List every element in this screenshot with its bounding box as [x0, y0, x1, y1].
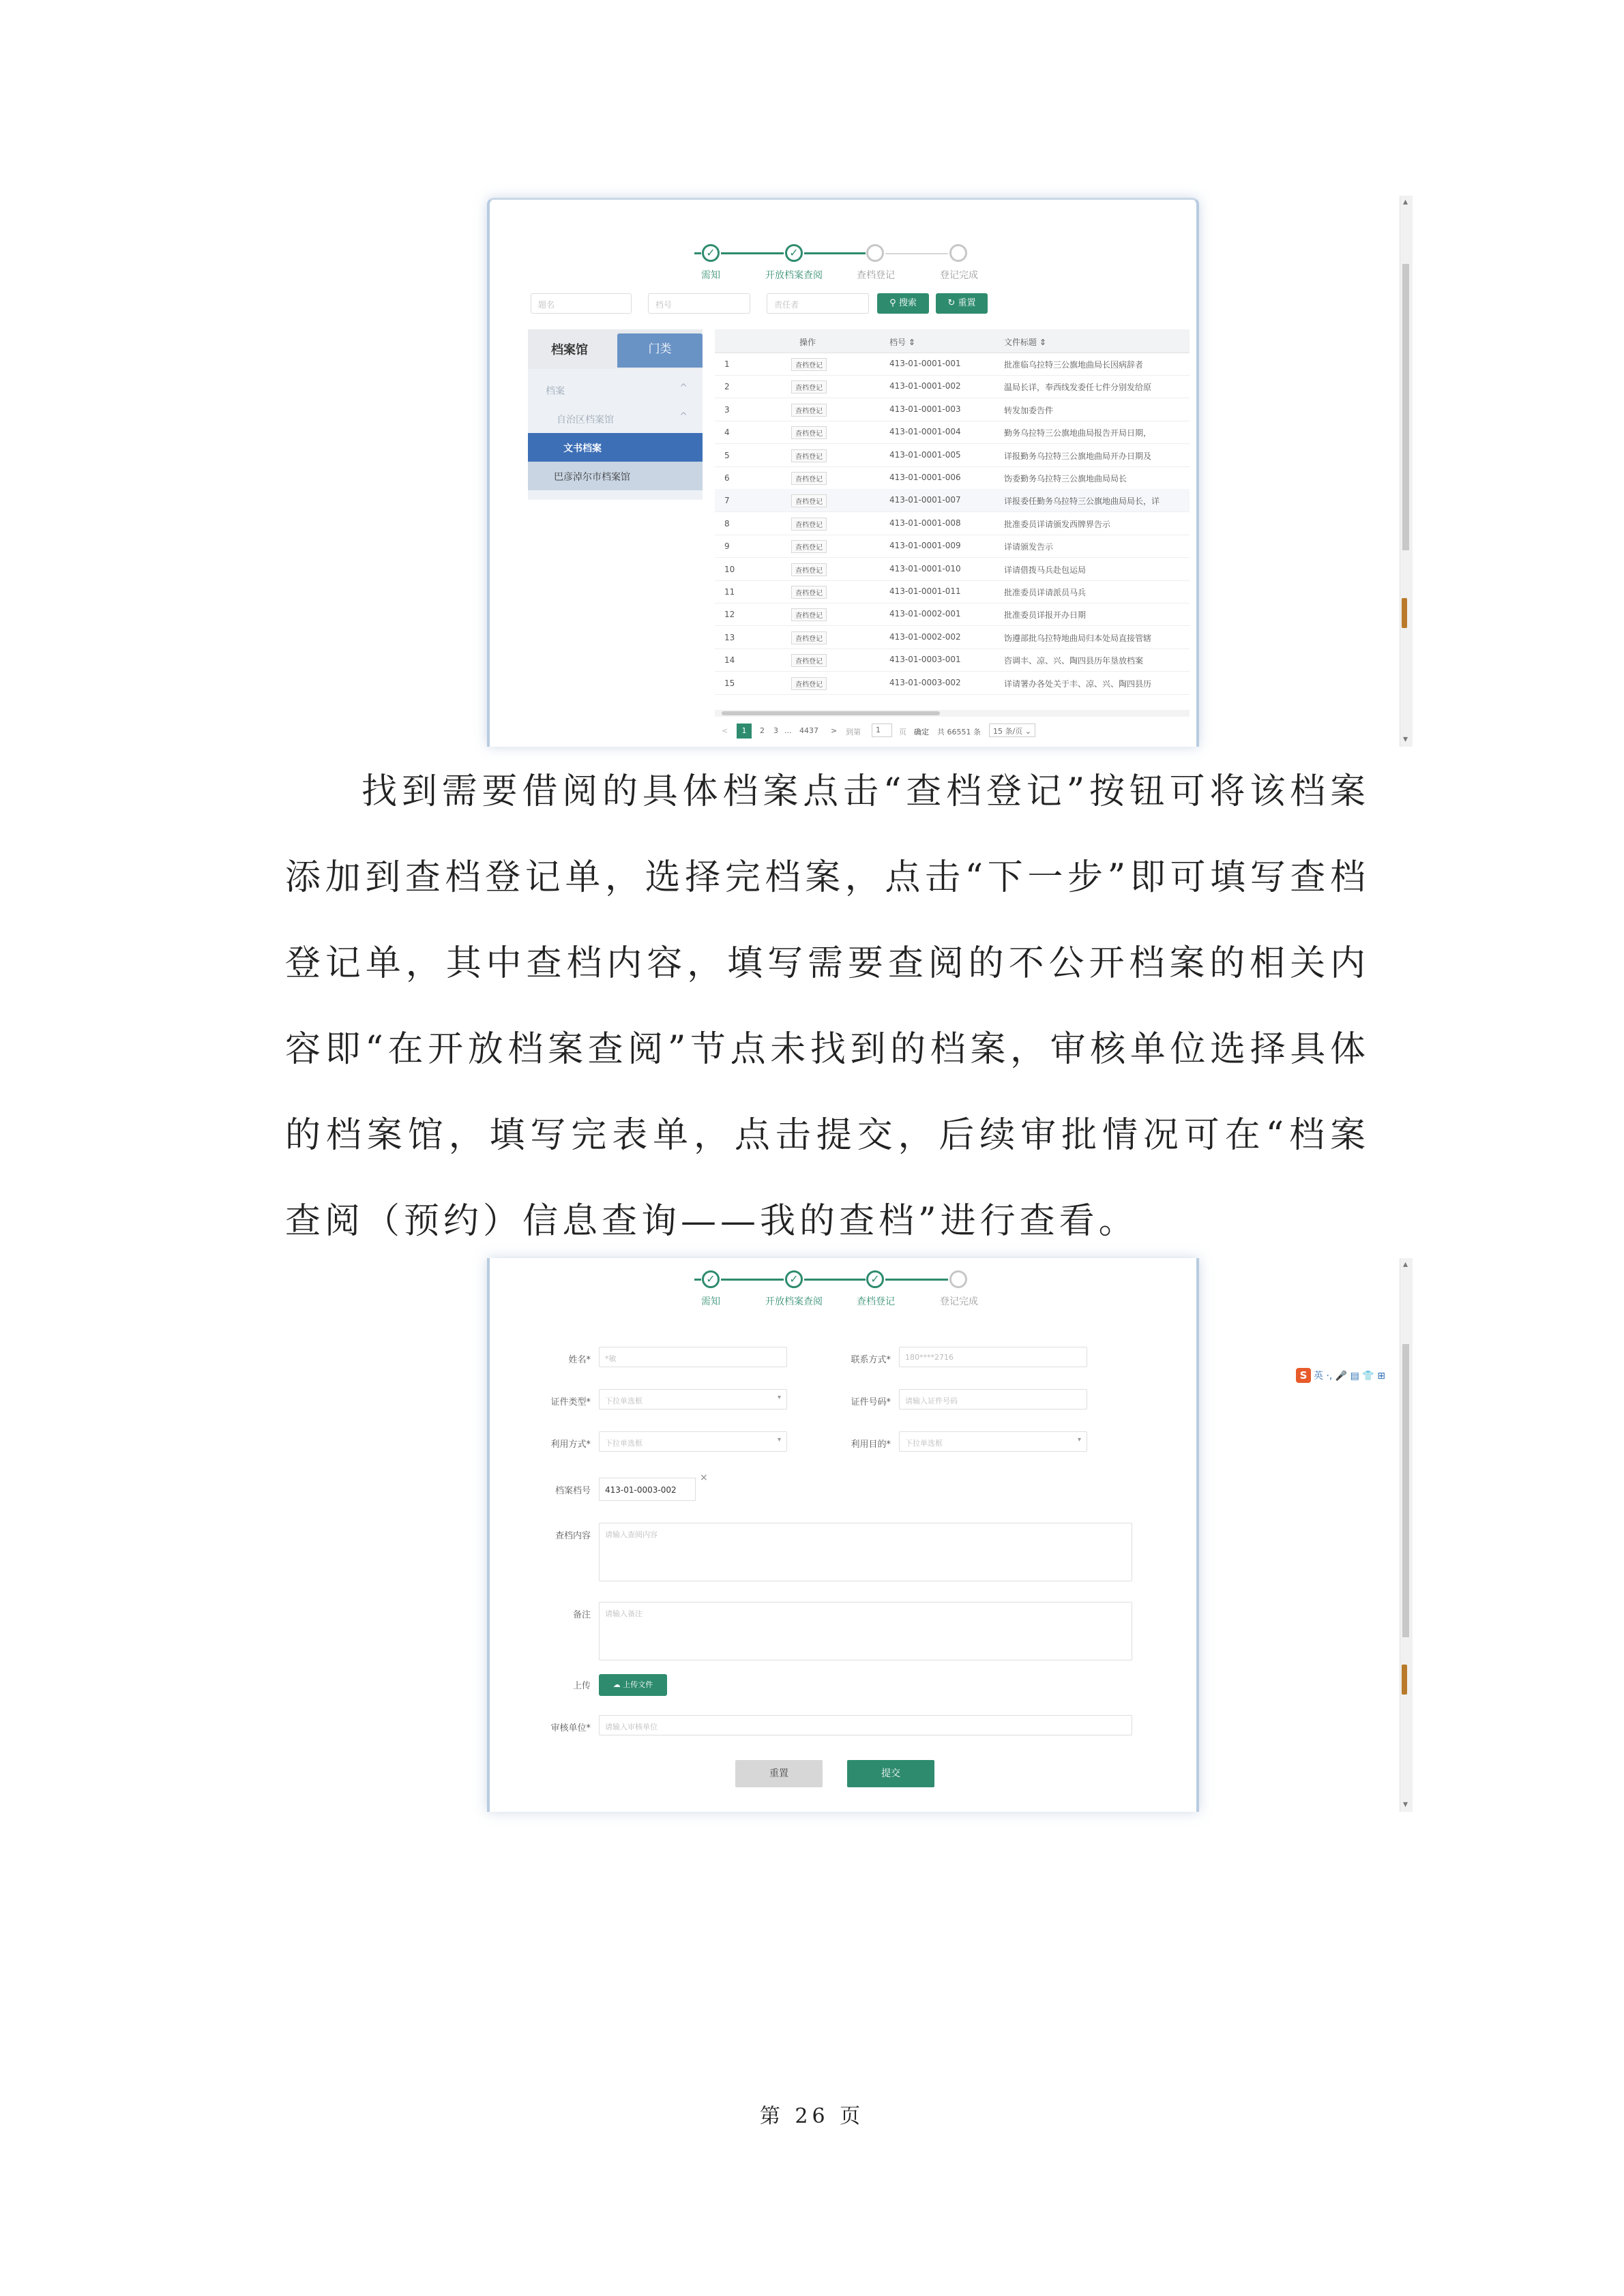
scroll-up-arrow-icon[interactable]: ▴	[1403, 1259, 1408, 1270]
chevron-down-icon: ⌄	[1024, 727, 1031, 736]
progress-steps	[490, 1258, 1196, 1311]
title-filter-input[interactable]: 题名	[531, 293, 632, 314]
responsible-filter-input[interactable]: 责任者	[767, 293, 869, 314]
row-number: 8	[724, 518, 730, 528]
register-button[interactable]: 查档登记	[791, 540, 827, 553]
use-mode-placeholder: 下拉单选框	[605, 1439, 643, 1448]
page-scrollbar-bottom[interactable]	[1400, 1258, 1413, 1812]
sidebar-item-label: 自治区档案馆	[557, 415, 614, 426]
row-number: 3	[724, 404, 730, 415]
content-textarea[interactable]: 请输入查阅内容	[599, 1523, 1132, 1581]
id-type-label: 证件类型*	[550, 1397, 591, 1407]
column-header-operation: 操作	[799, 338, 816, 347]
register-button[interactable]: 查档登记	[791, 381, 827, 393]
archive-no-cell: 413-01-0001-001	[889, 359, 961, 368]
chevron-up-icon: ^	[679, 411, 688, 422]
archive-no-filter-input[interactable]: 档号	[648, 293, 750, 314]
register-button[interactable]: 查档登记	[791, 426, 827, 439]
archive-no-cell: 413-01-0001-011	[889, 586, 961, 596]
sidebar-item-document-archive[interactable]	[528, 433, 703, 462]
step-3-check-icon: ✓	[866, 1270, 884, 1288]
row-number: 2	[724, 382, 730, 392]
name-label: 姓名*	[568, 1355, 591, 1365]
cloud-upload-icon: ☁	[612, 1680, 623, 1689]
sogou-logo-icon: S	[1296, 1368, 1311, 1383]
goto-confirm-button[interactable]: 确定	[914, 728, 929, 736]
file-title-cell: 批准委员详请派员马兵	[1004, 588, 1087, 597]
step-label-2: 开放档案查阅	[765, 1296, 823, 1307]
chevron-up-icon: ^	[679, 383, 688, 393]
ime-toolbar[interactable]	[1296, 1368, 1385, 1387]
form-reset-button[interactable]: 重置	[735, 1760, 823, 1787]
step-4-circle-icon	[949, 1270, 967, 1288]
submit-button[interactable]: 提交	[847, 1760, 934, 1787]
scroll-up-arrow-icon[interactable]: ▴	[1403, 196, 1408, 207]
file-title-cell: 饬遵部批乌拉特地曲局归本处局直接管辖	[1004, 633, 1152, 643]
row-number: 10	[724, 564, 735, 574]
table-row[interactable]	[715, 421, 1190, 444]
step-line-3	[885, 253, 948, 254]
table-row[interactable]	[715, 512, 1190, 535]
purpose-label: 利用目的*	[851, 1440, 891, 1450]
sidebar-item-regional-archive[interactable]	[528, 404, 703, 433]
id-type-select[interactable]	[599, 1389, 787, 1410]
name-field[interactable]: *敏	[599, 1347, 787, 1367]
step-label-1: 需知	[701, 1296, 720, 1307]
sidebar-item-label: 巴彦淖尔市档案馆	[554, 472, 630, 483]
step-line-1	[721, 1279, 784, 1281]
step-label-3: 查档登记	[857, 1296, 895, 1307]
archive-no-cell: 413-01-0001-004	[889, 427, 961, 437]
page-scrollbar-top[interactable]	[1400, 196, 1413, 747]
total-count: 共 66551 条	[937, 728, 981, 736]
table-row[interactable]	[715, 603, 1190, 626]
archive-search-screenshot	[487, 198, 1199, 747]
purpose-select[interactable]	[899, 1431, 1087, 1452]
category-sidebar	[528, 329, 703, 500]
row-number: 7	[724, 496, 730, 506]
scrollbar-thumb[interactable]	[1402, 1344, 1409, 1637]
row-number: 4	[724, 428, 730, 438]
table-row[interactable]	[715, 489, 1190, 512]
goto-label: 到第	[846, 728, 861, 736]
scroll-down-arrow-icon[interactable]: ▾	[1403, 734, 1408, 745]
scroll-marker	[1402, 598, 1407, 628]
row-number: 5	[724, 450, 730, 460]
row-number: 11	[724, 587, 735, 597]
file-title-cell: 转发加委告件	[1004, 405, 1054, 415]
table-header	[715, 329, 1190, 353]
contact-field[interactable]: 180****2716	[899, 1347, 1087, 1367]
step-label-1: 需知	[701, 270, 720, 281]
archive-no-cell: 413-01-0002-002	[889, 631, 961, 642]
step-label-3: 查档登记	[857, 270, 895, 281]
scroll-down-arrow-icon[interactable]: ▾	[1403, 1799, 1408, 1810]
goto-page-input[interactable]: 1	[872, 724, 892, 737]
register-button[interactable]: 查档登记	[791, 563, 827, 576]
file-title-cell: 批准委员详请颁发西牌界告示	[1004, 519, 1111, 529]
sidebar-item-label: 文书档案	[563, 443, 602, 454]
step-2-check-icon: ✓	[785, 244, 803, 262]
archive-no-cell: 413-01-0001-002	[889, 381, 961, 391]
sidebar-header	[528, 329, 703, 369]
refresh-icon: ↻	[947, 298, 958, 308]
register-button[interactable]: 查档登记	[791, 518, 827, 531]
page-2-button[interactable]: 2	[760, 726, 765, 735]
scroll-marker	[1402, 1665, 1407, 1695]
archive-no-cell: 413-01-0002-001	[889, 609, 961, 619]
step-1-check-icon: ✓	[702, 1270, 720, 1288]
table-row[interactable]	[715, 466, 1190, 490]
table-row[interactable]	[715, 648, 1190, 672]
id-type-placeholder: 下拉单选框	[605, 1397, 643, 1405]
register-button[interactable]: 查档登记	[791, 358, 827, 371]
table-row[interactable]	[715, 535, 1190, 558]
table-row[interactable]	[715, 375, 1190, 398]
page-ellipsis[interactable]: ...	[784, 726, 792, 735]
register-button[interactable]: 查档登记	[791, 472, 827, 485]
step-label-2: 开放档案查阅	[765, 270, 823, 281]
archive-no-cell: 413-01-0001-005	[889, 449, 961, 460]
search-icon: ⚲	[889, 298, 899, 308]
note-textarea[interactable]: 请输入备注	[599, 1602, 1132, 1660]
search-button[interactable]	[877, 293, 929, 314]
next-page-button[interactable]: >	[831, 726, 838, 735]
file-title-cell: 详请署办各处关于丰、凉、兴、陶四县历	[1004, 679, 1152, 689]
table-row[interactable]	[715, 558, 1190, 581]
row-number: 14	[724, 655, 735, 666]
table-horizontal-scrollbar[interactable]	[715, 710, 1190, 717]
step-lead-line	[694, 1279, 701, 1281]
search-button-label: 搜索	[898, 298, 917, 308]
step-line-2	[804, 252, 866, 254]
chevron-down-icon: ▾	[777, 1436, 781, 1444]
file-title-cell: 详请借拨马兵赴包运局	[1004, 565, 1087, 575]
content-label: 查档内容	[555, 1531, 591, 1541]
archive-no-cell: 413-01-0001-010	[889, 563, 961, 573]
row-number: 1	[724, 359, 730, 369]
body-paragraph	[285, 749, 1370, 1264]
step-lead-line	[694, 252, 701, 254]
row-number: 6	[724, 473, 730, 483]
file-title-cell: 详请颁发告示	[1004, 542, 1054, 552]
row-number: 15	[724, 678, 735, 688]
prev-page-button[interactable]: <	[722, 726, 728, 735]
review-unit-field[interactable]: 请输入审核单位	[599, 1715, 1132, 1735]
column-header-archive-no[interactable]: 档号 ⇕	[889, 338, 915, 347]
paragraph-text: 找到需要借阅的具体档案点击“查档登记”按钮可将该档案添加到查档登记单，选择完档案，点击“下一步”即可填写查档登记单，其中查档内容，填写需要查阅的不公开档案的相关内容即“在开放档案查阅”节点未找到的档案，审核单位选择具体的档案馆，填写完表单，点击提交，后续审批情况可在“档案查阅（预约）信息查询——我的查档”进行查看。	[285, 771, 1370, 1242]
progress-steps	[490, 200, 1196, 281]
file-title-cell: 咨调丰、凉、兴、陶四县历年垦放档案	[1004, 656, 1144, 666]
file-title-cell: 勤务乌拉特三公旗地曲局报告开局日期，	[1004, 428, 1152, 438]
reset-button-label: 重置	[958, 298, 976, 308]
use-mode-label: 利用方式*	[550, 1440, 591, 1450]
table-row[interactable]	[715, 580, 1190, 603]
upload-button-label: 上传文件	[623, 1680, 653, 1689]
register-button[interactable]: 查档登记	[791, 654, 827, 667]
pagination	[715, 722, 1190, 743]
page-1-button[interactable]: 1	[737, 724, 752, 739]
ime-toolbar-icons[interactable]: 英 ·, 🎤 ▤ 👕 ⊞	[1314, 1371, 1385, 1382]
archive-no-cell: 413-01-0001-006	[889, 473, 961, 482]
register-button[interactable]: 查档登记	[791, 404, 827, 417]
archive-no-cell: 413-01-0001-009	[889, 541, 961, 551]
register-button[interactable]: 查档登记	[791, 631, 827, 644]
page-3-button[interactable]: 3	[773, 726, 778, 735]
column-header-file-title[interactable]: 文件标题 ⇕	[1004, 338, 1046, 347]
file-title-cell: 详报委任勤务乌拉特三公旗地曲局局长，详	[1004, 496, 1160, 507]
scrollbar-thumb[interactable]	[722, 711, 940, 715]
archive-no-tag: 413-01-0003-002	[599, 1478, 696, 1501]
chevron-down-icon: ▾	[1077, 1436, 1081, 1444]
file-title-cell: 温局长详，奉西线发委任七件分别发给原	[1004, 383, 1152, 393]
archive-no-label: 档案档号	[555, 1486, 591, 1496]
file-title-cell: 饬委勤务乌拉特三公旗地曲局局长	[1004, 474, 1127, 483]
review-unit-label: 审核单位*	[550, 1723, 591, 1733]
chevron-down-icon: ▾	[777, 1394, 781, 1401]
archive-no-cell: 413-01-0003-002	[889, 677, 961, 687]
table-row[interactable]	[715, 353, 1190, 376]
id-no-label: 证件号码*	[851, 1397, 891, 1407]
page-size-value: 15 条/页	[993, 727, 1023, 736]
archive-no-cell: 413-01-0001-003	[889, 404, 961, 414]
id-no-field[interactable]: 请输入证件号码	[899, 1389, 1087, 1410]
table-row[interactable]	[715, 398, 1190, 421]
reset-button[interactable]	[936, 293, 988, 314]
file-title-cell: 批准委员详报开办日期	[1004, 610, 1087, 621]
file-title-cell: 批准临乌拉特三公旗地曲局长因病辞者	[1004, 360, 1144, 370]
file-title-cell: 详报勤务乌拉特三公旗地曲局开办日期及	[1004, 451, 1152, 461]
purpose-placeholder: 下拉单选框	[905, 1439, 943, 1448]
archive-no-cell: 413-01-0001-007	[889, 495, 961, 505]
table-row[interactable]	[715, 444, 1190, 467]
page-size-select[interactable]	[989, 724, 1035, 737]
step-line-2	[804, 1279, 866, 1281]
page-last-button[interactable]: 4437	[799, 726, 818, 735]
step-3-circle-icon	[866, 244, 884, 262]
sidebar-item-bayannur-archive[interactable]	[528, 462, 703, 490]
table-row[interactable]	[715, 626, 1190, 649]
row-number: 9	[724, 541, 730, 552]
row-number: 12	[724, 610, 735, 620]
step-line-3	[885, 1279, 948, 1281]
upload-label: 上传	[572, 1681, 591, 1691]
scrollbar-thumb[interactable]	[1402, 264, 1409, 550]
use-mode-select[interactable]	[599, 1431, 787, 1452]
register-button[interactable]: 查档登记	[791, 608, 827, 621]
table-row[interactable]	[715, 672, 1190, 695]
note-label: 备注	[572, 1610, 591, 1620]
archive-no-cell: 413-01-0003-001	[889, 655, 961, 665]
registration-form-screenshot	[487, 1258, 1199, 1812]
register-button[interactable]: 查档登记	[791, 586, 827, 599]
contact-label: 联系方式*	[851, 1355, 891, 1365]
tab-category[interactable]: 门类	[617, 333, 703, 368]
step-line-1	[721, 252, 784, 254]
sidebar-item-archive[interactable]	[528, 376, 703, 404]
step-1-check-icon: ✓	[702, 244, 720, 262]
register-button[interactable]: 查档登记	[791, 494, 827, 507]
archive-no-cell: 413-01-0001-008	[889, 518, 961, 528]
sidebar-item-label: 档案	[546, 386, 565, 397]
register-button[interactable]: 查档登记	[791, 449, 827, 462]
sidebar-title[interactable]: 档案馆	[551, 343, 588, 357]
step-2-check-icon: ✓	[785, 1270, 803, 1288]
step-label-4: 登记完成	[940, 270, 978, 281]
row-number: 13	[724, 632, 735, 642]
step-label-4: 登记完成	[940, 1296, 978, 1307]
close-icon[interactable]: ×	[700, 1472, 708, 1483]
page-unit-label: 页	[899, 728, 906, 736]
upload-file-button[interactable]	[599, 1674, 667, 1696]
step-4-circle-icon	[949, 244, 967, 262]
register-button[interactable]: 查档登记	[791, 677, 827, 690]
page-number: 第 26 页	[759, 2104, 865, 2128]
